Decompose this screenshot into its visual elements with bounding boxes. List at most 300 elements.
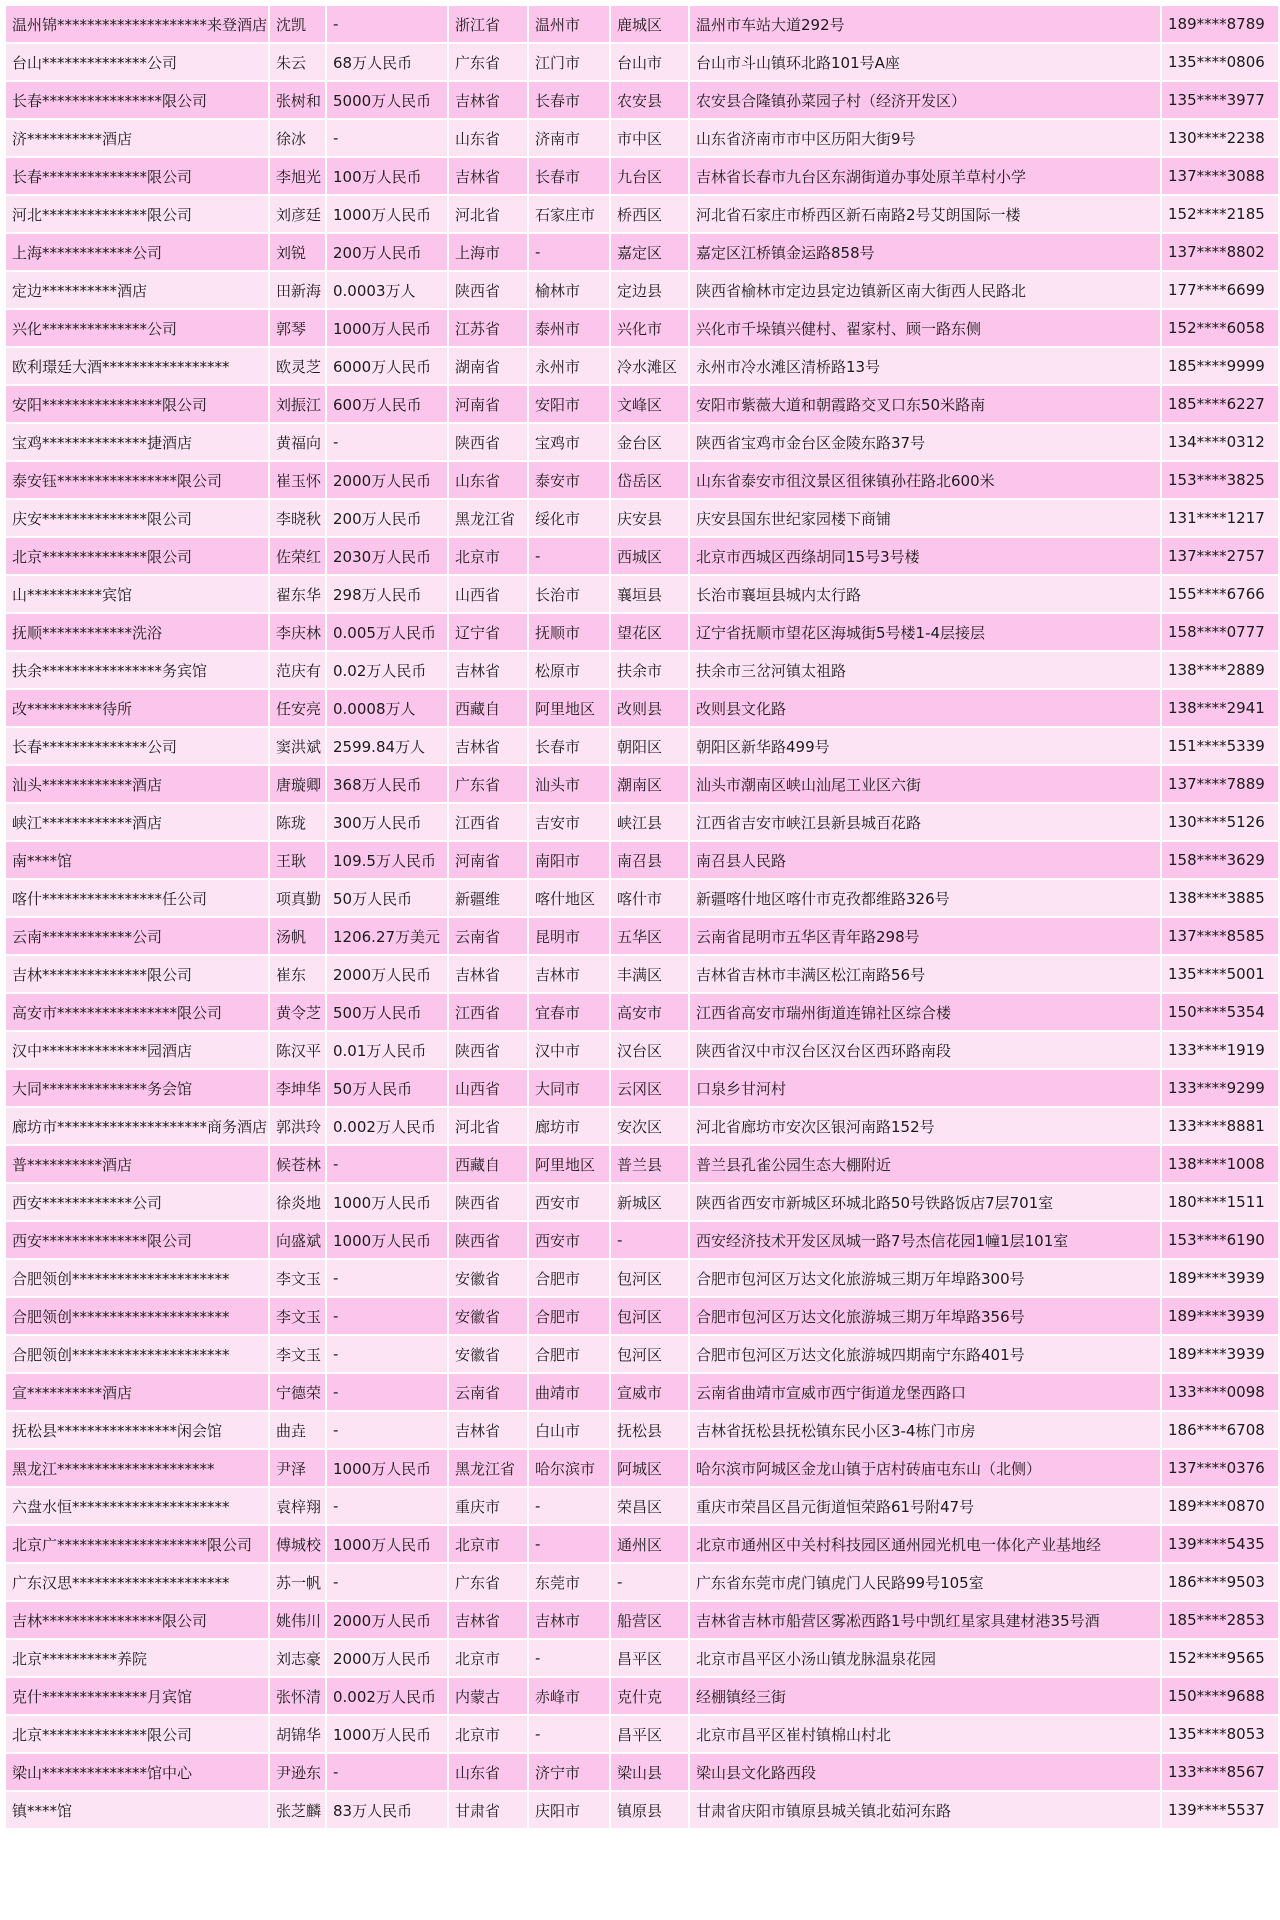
contact-person-cell: 项真勤 (270, 880, 325, 916)
province-cell: 吉林省 (449, 1602, 527, 1638)
district-cell: 丰满区 (611, 956, 688, 992)
registered-capital-cell: 50万人民币 (327, 1070, 447, 1106)
province-cell: 山西省 (449, 576, 527, 612)
registered-capital-cell: 2000万人民币 (327, 1640, 447, 1676)
city-cell: 江门市 (529, 44, 609, 80)
registered-capital-cell: - (327, 1260, 447, 1296)
contact-person-cell: 向盛斌 (270, 1222, 325, 1258)
city-cell: 石家庄市 (529, 196, 609, 232)
company-name-cell: 吉林**************限公司 (6, 956, 268, 992)
contact-person-cell: 姚伟川 (270, 1602, 325, 1638)
province-cell: 广东省 (449, 766, 527, 802)
table-row (6, 120, 1278, 156)
contact-person-cell: 胡锦华 (270, 1716, 325, 1752)
registered-capital-cell: 1000万人民币 (327, 1450, 447, 1486)
contact-person-cell: 李庆林 (270, 614, 325, 650)
table-row (6, 82, 1278, 118)
phone-cell: 133****8881 (1162, 1108, 1278, 1144)
table-row (6, 652, 1278, 688)
phone-cell: 135****0806 (1162, 44, 1278, 80)
phone-cell: 138****2941 (1162, 690, 1278, 726)
phone-cell: 186****6708 (1162, 1412, 1278, 1448)
district-cell: 鹿城区 (611, 6, 688, 42)
address-cell: 山东省济南市市中区历阳大街9号 (690, 120, 1160, 156)
city-cell: 长治市 (529, 576, 609, 612)
contact-person-cell: 李坤华 (270, 1070, 325, 1106)
address-cell: 陕西省榆林市定边县定边镇新区南大街西人民路北 (690, 272, 1160, 308)
address-cell: 西安经济技术开发区凤城一路7号杰信花园1幢1层101室 (690, 1222, 1160, 1258)
city-cell: - (529, 1640, 609, 1676)
phone-cell: 138****3885 (1162, 880, 1278, 916)
phone-cell: 152****6058 (1162, 310, 1278, 346)
table-row (6, 804, 1278, 840)
city-cell: - (529, 234, 609, 270)
phone-cell: 133****0098 (1162, 1374, 1278, 1410)
company-name-cell: 安阳****************限公司 (6, 386, 268, 422)
address-cell: 汕头市潮南区峡山汕尾工业区六街 (690, 766, 1160, 802)
contact-person-cell: 徐冰 (270, 120, 325, 156)
company-name-cell: 克什**************月宾馆 (6, 1678, 268, 1714)
table-row (6, 6, 1278, 42)
district-cell: 定边县 (611, 272, 688, 308)
contact-person-cell: 王耿 (270, 842, 325, 878)
table-row (6, 1754, 1278, 1790)
city-cell: 宝鸡市 (529, 424, 609, 460)
province-cell: 河北省 (449, 196, 527, 232)
city-cell: 长春市 (529, 728, 609, 764)
address-cell: 永州市冷水滩区清桥路13号 (690, 348, 1160, 384)
contact-person-cell: 宁德荣 (270, 1374, 325, 1410)
company-name-cell: 庆安**************限公司 (6, 500, 268, 536)
table-row (6, 348, 1278, 384)
district-cell: - (611, 1222, 688, 1258)
phone-cell: 189****3939 (1162, 1298, 1278, 1334)
registered-capital-cell: 368万人民币 (327, 766, 447, 802)
city-cell: 汕头市 (529, 766, 609, 802)
address-cell: 哈尔滨市阿城区金龙山镇于店村砖庙屯东山（北侧） (690, 1450, 1160, 1486)
address-cell: 台山市斗山镇环北路101号A座 (690, 44, 1160, 80)
address-cell: 安阳市紫薇大道和朝霞路交叉口东50米路南 (690, 386, 1160, 422)
registered-capital-cell: 0.02万人民币 (327, 652, 447, 688)
contact-person-cell: 范庆有 (270, 652, 325, 688)
province-cell: 吉林省 (449, 158, 527, 194)
district-cell: 宣威市 (611, 1374, 688, 1410)
province-cell: 江西省 (449, 804, 527, 840)
province-cell: 山东省 (449, 462, 527, 498)
company-name-cell: 台山**************公司 (6, 44, 268, 80)
phone-cell: 137****0376 (1162, 1450, 1278, 1486)
registered-capital-cell: 1000万人民币 (327, 1526, 447, 1562)
city-cell: 安阳市 (529, 386, 609, 422)
province-cell: 陕西省 (449, 1032, 527, 1068)
table-row (6, 994, 1278, 1030)
company-name-cell: 南****馆 (6, 842, 268, 878)
phone-cell: 133****9299 (1162, 1070, 1278, 1106)
district-cell: 扶余市 (611, 652, 688, 688)
phone-cell: 189****8789 (1162, 6, 1278, 42)
registered-capital-cell: 0.0008万人 (327, 690, 447, 726)
table-row (6, 728, 1278, 764)
table-row (6, 1678, 1278, 1714)
city-cell: 吉林市 (529, 956, 609, 992)
address-cell: 吉林省长春市九台区东湖街道办事处原羊草村小学 (690, 158, 1160, 194)
phone-cell: 130****2238 (1162, 120, 1278, 156)
phone-cell: 155****6766 (1162, 576, 1278, 612)
address-cell: 梁山县文化路西段 (690, 1754, 1160, 1790)
contact-person-cell: 窦洪斌 (270, 728, 325, 764)
city-cell: 西安市 (529, 1184, 609, 1220)
contact-person-cell: 黄福向 (270, 424, 325, 460)
contact-person-cell: 郭琴 (270, 310, 325, 346)
province-cell: 陕西省 (449, 424, 527, 460)
city-cell: 济宁市 (529, 1754, 609, 1790)
registered-capital-cell: 200万人民币 (327, 500, 447, 536)
address-cell: 庆安县国东世纪家园楼下商铺 (690, 500, 1160, 536)
address-cell: 朝阳区新华路499号 (690, 728, 1160, 764)
registered-capital-cell: 298万人民币 (327, 576, 447, 612)
district-cell: 襄垣县 (611, 576, 688, 612)
registered-capital-cell: - (327, 120, 447, 156)
table-row (6, 310, 1278, 346)
province-cell: 吉林省 (449, 956, 527, 992)
address-cell: 北京市昌平区崔村镇棉山村北 (690, 1716, 1160, 1752)
district-cell: 五华区 (611, 918, 688, 954)
city-cell: 汉中市 (529, 1032, 609, 1068)
province-cell: 江苏省 (449, 310, 527, 346)
company-name-cell: 上海************公司 (6, 234, 268, 270)
contact-person-cell: 袁梓翔 (270, 1488, 325, 1524)
province-cell: 山西省 (449, 1070, 527, 1106)
company-name-cell: 定边**********酒店 (6, 272, 268, 308)
contact-person-cell: 徐炎地 (270, 1184, 325, 1220)
province-cell: 安徽省 (449, 1298, 527, 1334)
address-cell: 兴化市千垛镇兴健村、翟家村、顾一路东侧 (690, 310, 1160, 346)
province-cell: 云南省 (449, 1374, 527, 1410)
city-cell: 合肥市 (529, 1298, 609, 1334)
company-name-cell: 梁山**************馆中心 (6, 1754, 268, 1790)
table-row (6, 690, 1278, 726)
company-name-cell: 宣**********酒店 (6, 1374, 268, 1410)
phone-cell: 133****1919 (1162, 1032, 1278, 1068)
registered-capital-cell: 0.0003万人 (327, 272, 447, 308)
address-cell: 经棚镇经三街 (690, 1678, 1160, 1714)
phone-cell: 153****6190 (1162, 1222, 1278, 1258)
table-row (6, 1222, 1278, 1258)
city-cell: 喀什地区 (529, 880, 609, 916)
registered-capital-cell: 200万人民币 (327, 234, 447, 270)
city-cell: 曲靖市 (529, 1374, 609, 1410)
district-cell: 朝阳区 (611, 728, 688, 764)
registered-capital-cell: 1000万人民币 (327, 1222, 447, 1258)
phone-cell: 185****6227 (1162, 386, 1278, 422)
address-cell: 改则县文化路 (690, 690, 1160, 726)
registered-capital-cell: - (327, 1146, 447, 1182)
contact-person-cell: 朱云 (270, 44, 325, 80)
address-cell: 辽宁省抚顺市望花区海城街5号楼1-4层接层 (690, 614, 1160, 650)
table-row (6, 158, 1278, 194)
district-cell: 桥西区 (611, 196, 688, 232)
company-name-cell: 温州锦********************来登酒店 (6, 6, 268, 42)
company-name-cell: 喀什****************任公司 (6, 880, 268, 916)
table-row (6, 1298, 1278, 1334)
province-cell: 云南省 (449, 918, 527, 954)
table-row (6, 1450, 1278, 1486)
province-cell: 吉林省 (449, 82, 527, 118)
district-cell: 昌平区 (611, 1716, 688, 1752)
company-name-cell: 大同**************务会馆 (6, 1070, 268, 1106)
registered-capital-cell: 2000万人民币 (327, 1602, 447, 1638)
city-cell: 松原市 (529, 652, 609, 688)
contact-person-cell: 李文玉 (270, 1298, 325, 1334)
district-cell: 安次区 (611, 1108, 688, 1144)
contact-person-cell: 张芝麟 (270, 1792, 325, 1828)
registered-capital-cell: - (327, 1488, 447, 1524)
district-cell: 克什克 (611, 1678, 688, 1714)
province-cell: 北京市 (449, 1716, 527, 1752)
district-cell: 汉台区 (611, 1032, 688, 1068)
contact-person-cell: 黄令芝 (270, 994, 325, 1030)
registered-capital-cell: 68万人民币 (327, 44, 447, 80)
contact-person-cell: 傅城校 (270, 1526, 325, 1562)
district-cell: 金台区 (611, 424, 688, 460)
contact-person-cell: 任安亮 (270, 690, 325, 726)
contact-person-cell: 田新海 (270, 272, 325, 308)
table-row (6, 842, 1278, 878)
contact-person-cell: 刘振江 (270, 386, 325, 422)
registered-capital-cell: 1000万人民币 (327, 196, 447, 232)
registered-capital-cell: 2000万人民币 (327, 956, 447, 992)
phone-cell: 137****3088 (1162, 158, 1278, 194)
company-name-cell: 济**********酒店 (6, 120, 268, 156)
district-cell: 包河区 (611, 1336, 688, 1372)
contact-person-cell: 郭洪玲 (270, 1108, 325, 1144)
address-cell: 云南省曲靖市宣威市西宁街道龙堡西路口 (690, 1374, 1160, 1410)
table-row (6, 1108, 1278, 1144)
city-cell: 东莞市 (529, 1564, 609, 1600)
city-cell: 合肥市 (529, 1260, 609, 1296)
company-name-cell: 合肥领创********************* (6, 1260, 268, 1296)
district-cell: 庆安县 (611, 500, 688, 536)
phone-cell: 150****9688 (1162, 1678, 1278, 1714)
company-name-cell: 长春****************限公司 (6, 82, 268, 118)
address-cell: 河北省廊坊市安次区银河南路152号 (690, 1108, 1160, 1144)
city-cell: 榆林市 (529, 272, 609, 308)
company-name-cell: 普**********酒店 (6, 1146, 268, 1182)
registered-capital-cell: - (327, 1298, 447, 1334)
table-body (6, 6, 1278, 1828)
company-name-cell: 峡江************酒店 (6, 804, 268, 840)
registered-capital-cell: 50万人民币 (327, 880, 447, 916)
phone-cell: 180****1511 (1162, 1184, 1278, 1220)
province-cell: 广东省 (449, 44, 527, 80)
company-name-cell: 黑龙江********************* (6, 1450, 268, 1486)
registered-capital-cell: 0.002万人民币 (327, 1678, 447, 1714)
contact-person-cell: 李文玉 (270, 1260, 325, 1296)
district-cell: 云冈区 (611, 1070, 688, 1106)
city-cell: 长春市 (529, 82, 609, 118)
company-name-cell: 长春**************限公司 (6, 158, 268, 194)
district-cell: 梁山县 (611, 1754, 688, 1790)
registered-capital-cell: 109.5万人民币 (327, 842, 447, 878)
district-cell: 南召县 (611, 842, 688, 878)
address-cell: 南召县人民路 (690, 842, 1160, 878)
address-cell: 云南省昆明市五华区青年路298号 (690, 918, 1160, 954)
province-cell: 河南省 (449, 842, 527, 878)
table-row (6, 1184, 1278, 1220)
district-cell: 嘉定区 (611, 234, 688, 270)
address-cell: 长治市襄垣县城内太行路 (690, 576, 1160, 612)
table-row (6, 1526, 1278, 1562)
province-cell: 上海市 (449, 234, 527, 270)
phone-cell: 150****5354 (1162, 994, 1278, 1030)
table-row (6, 614, 1278, 650)
table-row (6, 1070, 1278, 1106)
contact-person-cell: 李晓秋 (270, 500, 325, 536)
province-cell: 江西省 (449, 994, 527, 1030)
city-cell: - (529, 1488, 609, 1524)
table-row (6, 462, 1278, 498)
contact-person-cell: 沈凯 (270, 6, 325, 42)
table-row (6, 1716, 1278, 1752)
city-cell: 廊坊市 (529, 1108, 609, 1144)
phone-cell: 135****8053 (1162, 1716, 1278, 1752)
table-row (6, 766, 1278, 802)
table-row (6, 234, 1278, 270)
address-cell: 重庆市荣昌区昌元街道恒荣路61号附47号 (690, 1488, 1160, 1524)
phone-cell: 137****2757 (1162, 538, 1278, 574)
table-row (6, 1488, 1278, 1524)
city-cell: 宜春市 (529, 994, 609, 1030)
province-cell: 辽宁省 (449, 614, 527, 650)
province-cell: 吉林省 (449, 728, 527, 764)
table-row (6, 1336, 1278, 1372)
phone-cell: 137****8585 (1162, 918, 1278, 954)
company-name-cell: 镇****馆 (6, 1792, 268, 1828)
district-cell: 峡江县 (611, 804, 688, 840)
table-row (6, 956, 1278, 992)
city-cell: 永州市 (529, 348, 609, 384)
company-name-cell: 抚顺************洗浴 (6, 614, 268, 650)
address-cell: 陕西省宝鸡市金台区金陵东路37号 (690, 424, 1160, 460)
city-cell: - (529, 1716, 609, 1752)
city-cell: 绥化市 (529, 500, 609, 536)
district-cell: 昌平区 (611, 1640, 688, 1676)
province-cell: 安徽省 (449, 1260, 527, 1296)
table-row (6, 918, 1278, 954)
company-name-cell: 高安市****************限公司 (6, 994, 268, 1030)
district-cell: 包河区 (611, 1260, 688, 1296)
province-cell: 安徽省 (449, 1336, 527, 1372)
province-cell: 北京市 (449, 1640, 527, 1676)
table-row (6, 1564, 1278, 1600)
province-cell: 北京市 (449, 1526, 527, 1562)
city-cell: 吉林市 (529, 1602, 609, 1638)
company-name-cell: 合肥领创********************* (6, 1298, 268, 1334)
province-cell: 重庆市 (449, 1488, 527, 1524)
province-cell: 吉林省 (449, 1412, 527, 1448)
phone-cell: 158****0777 (1162, 614, 1278, 650)
phone-cell: 130****5126 (1162, 804, 1278, 840)
address-cell: 口泉乡甘河村 (690, 1070, 1160, 1106)
contact-person-cell: 陈汉平 (270, 1032, 325, 1068)
registered-capital-cell: 0.005万人民币 (327, 614, 447, 650)
registered-capital-cell: 0.002万人民币 (327, 1108, 447, 1144)
province-cell: 河南省 (449, 386, 527, 422)
registered-capital-cell: 6000万人民币 (327, 348, 447, 384)
city-cell: 合肥市 (529, 1336, 609, 1372)
registered-capital-cell: 83万人民币 (327, 1792, 447, 1828)
company-name-cell: 汕头************酒店 (6, 766, 268, 802)
phone-cell: 185****9999 (1162, 348, 1278, 384)
company-name-cell: 汉中**************园酒店 (6, 1032, 268, 1068)
district-cell: 农安县 (611, 82, 688, 118)
phone-cell: 151****5339 (1162, 728, 1278, 764)
district-cell: 冷水滩区 (611, 348, 688, 384)
registered-capital-cell: 5000万人民币 (327, 82, 447, 118)
phone-cell: 185****2853 (1162, 1602, 1278, 1638)
registered-capital-cell: 600万人民币 (327, 386, 447, 422)
district-cell: 文峰区 (611, 386, 688, 422)
phone-cell: 189****3939 (1162, 1336, 1278, 1372)
city-cell: 赤峰市 (529, 1678, 609, 1714)
address-cell: 新疆喀什地区喀什市克孜都维路326号 (690, 880, 1160, 916)
table-row (6, 272, 1278, 308)
address-cell: 普兰县孔雀公园生态大棚附近 (690, 1146, 1160, 1182)
address-cell: 甘肃省庆阳市镇原县城关镇北茹河东路 (690, 1792, 1160, 1828)
registered-capital-cell: - (327, 1374, 447, 1410)
city-cell: 阿里地区 (529, 690, 609, 726)
table-row (6, 1032, 1278, 1068)
province-cell: 山东省 (449, 120, 527, 156)
phone-cell: 186****9503 (1162, 1564, 1278, 1600)
city-cell: 泰州市 (529, 310, 609, 346)
phone-cell: 137****8802 (1162, 234, 1278, 270)
province-cell: 新疆维 (449, 880, 527, 916)
city-cell: 西安市 (529, 1222, 609, 1258)
phone-cell: 152****2185 (1162, 196, 1278, 232)
phone-cell: 135****3977 (1162, 82, 1278, 118)
phone-cell: 138****1008 (1162, 1146, 1278, 1182)
province-cell: 甘肃省 (449, 1792, 527, 1828)
phone-cell: 152****9565 (1162, 1640, 1278, 1676)
registered-capital-cell: 1206.27万美元 (327, 918, 447, 954)
company-name-cell: 宝鸡**************捷酒店 (6, 424, 268, 460)
registered-capital-cell: 500万人民币 (327, 994, 447, 1030)
province-cell: 广东省 (449, 1564, 527, 1600)
business-listing-table (4, 4, 1280, 1830)
phone-cell: 138****2889 (1162, 652, 1278, 688)
table-row (6, 1260, 1278, 1296)
company-name-cell: 六盘水恒********************* (6, 1488, 268, 1524)
table-row (6, 1792, 1278, 1828)
registered-capital-cell: 300万人民币 (327, 804, 447, 840)
address-cell: 吉林省吉林市丰满区松江南路56号 (690, 956, 1160, 992)
address-cell: 江西省高安市瑞州街道连锦社区综合楼 (690, 994, 1160, 1030)
contact-person-cell: 汤帆 (270, 918, 325, 954)
province-cell: 河北省 (449, 1108, 527, 1144)
address-cell: 陕西省西安市新城区环城北路50号铁路饭店7层701室 (690, 1184, 1160, 1220)
registered-capital-cell: 1000万人民币 (327, 1716, 447, 1752)
registered-capital-cell: - (327, 1754, 447, 1790)
contact-person-cell: 翟东华 (270, 576, 325, 612)
district-cell: 潮南区 (611, 766, 688, 802)
province-cell: 吉林省 (449, 652, 527, 688)
phone-cell: 134****0312 (1162, 424, 1278, 460)
contact-person-cell: 张怀清 (270, 1678, 325, 1714)
district-cell: 新城区 (611, 1184, 688, 1220)
province-cell: 西藏自 (449, 690, 527, 726)
address-cell: 北京市昌平区小汤山镇龙脉温泉花园 (690, 1640, 1160, 1676)
